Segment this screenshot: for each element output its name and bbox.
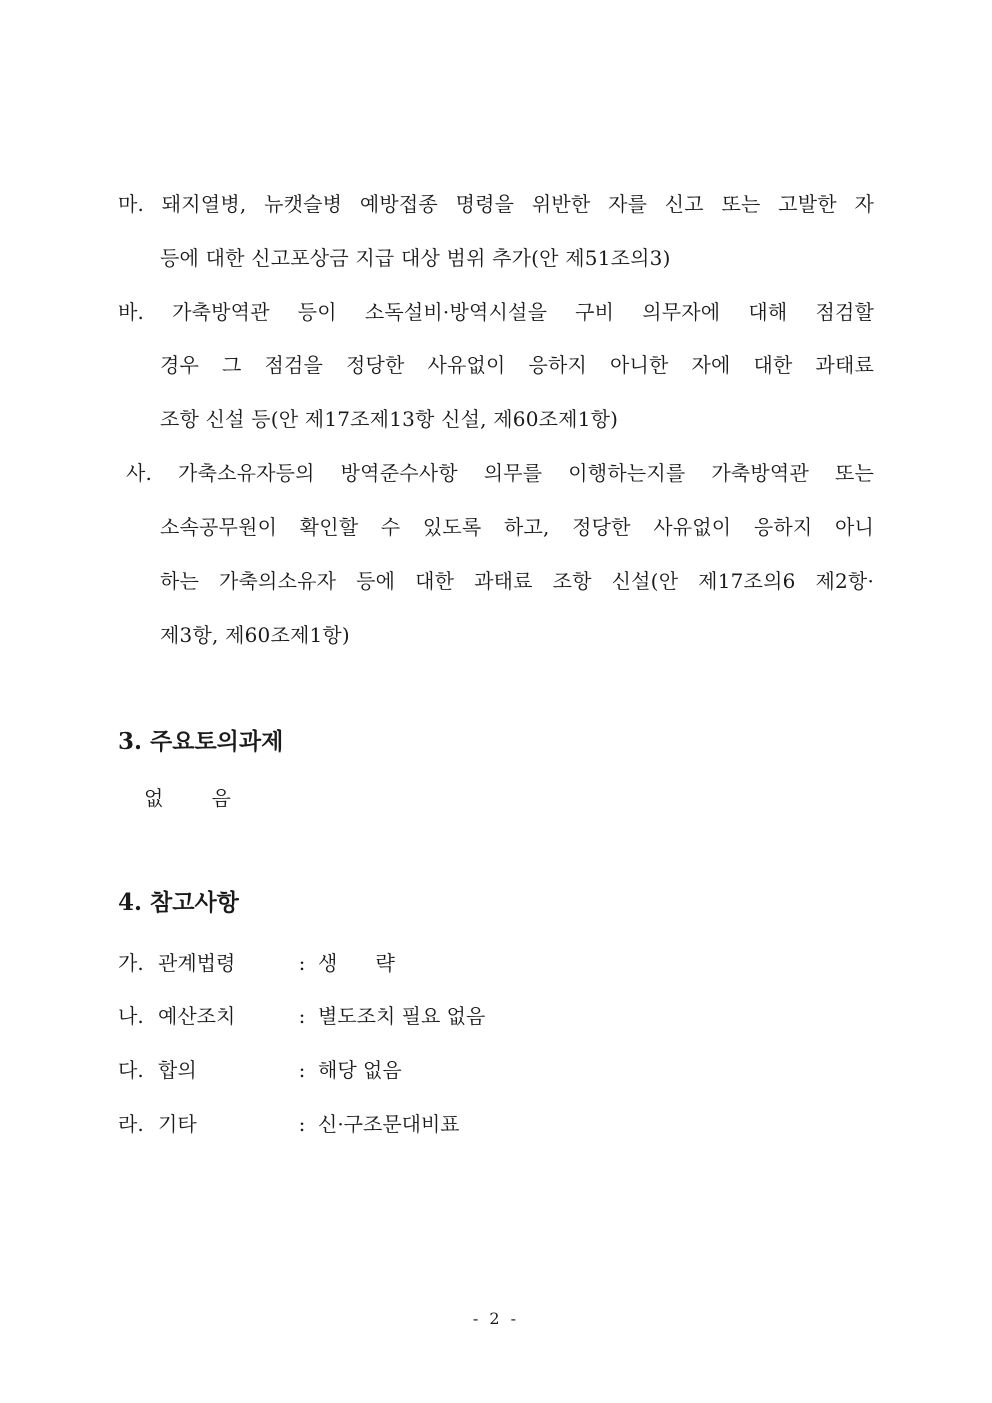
item-ba-line-1: 바. 가축방역관 등이 소독설비·방역시설을 구비 의무자에 대해 점검할 (118, 300, 874, 324)
ref-prefix: 나. (118, 1004, 144, 1028)
ref-separator: : (298, 1112, 306, 1136)
item-sa-line-4: 제3항, 제60조제1항) (160, 623, 350, 647)
item-ba-line-2: 경우 그 점검을 정당한 사유없이 응하지 아니한 자에 대한 과태료 (160, 353, 874, 377)
section-3-content (144, 785, 231, 811)
ref-label-other: 기타 (158, 1112, 197, 1136)
ref-value-laws: 생 략 (318, 951, 395, 975)
item-ba-line-3: 조항 신설 등(안 제17조제13항 신설, 제60조제1항) (160, 407, 619, 431)
item-ma-line-2: 등에 대한 신고포상금 지급 대상 범위 추가(안 제51조의3) (160, 246, 671, 270)
reference-row (118, 1111, 460, 1137)
ref-prefix: 라. (118, 1112, 144, 1136)
ref-prefix: 다. (118, 1058, 144, 1082)
section-3-heading: 3. 주요토의과제 (118, 728, 284, 755)
section-4-heading: 4. 참고사항 (118, 889, 239, 916)
ref-value-consultation: 해당 없음 (318, 1058, 402, 1082)
ref-prefix: 가. (118, 951, 144, 975)
section-3-content-b: 음 (211, 786, 232, 810)
page-number: - 2 - (472, 1309, 520, 1328)
section-3-content-a: 없 (144, 786, 164, 810)
ref-value-other: 신·구조문대비표 (318, 1112, 460, 1136)
ref-label-laws: 관계법령 (158, 951, 236, 975)
ref-separator: : (298, 1004, 306, 1028)
item-sa-line-1: 사. 가축소유자등의 방역준수사항 의무를 이행하는지를 가축방역관 또는 (126, 461, 874, 485)
ref-separator: : (298, 1058, 306, 1082)
ref-label-consultation: 합의 (158, 1058, 197, 1082)
reference-row (118, 1003, 485, 1029)
ref-label-budget: 예산조치 (158, 1004, 236, 1028)
reference-row (118, 1057, 402, 1083)
ref-separator: : (298, 951, 306, 975)
item-sa-line-3: 하는 가축의소유자 등에 대한 과태료 조항 신설(안 제17조의6 제2항· (160, 569, 874, 593)
item-ma-line-1: 마. 돼지열병, 뉴캣슬병 예방접종 명령을 위반한 자를 신고 또는 고발한 자 (118, 192, 874, 216)
ref-value-budget: 별도조치 필요 없음 (318, 1004, 486, 1028)
reference-row (118, 950, 395, 976)
item-sa-line-2: 소속공무원이 확인할 수 있도록 하고, 정당한 사유없이 응하지 아니 (160, 515, 874, 539)
